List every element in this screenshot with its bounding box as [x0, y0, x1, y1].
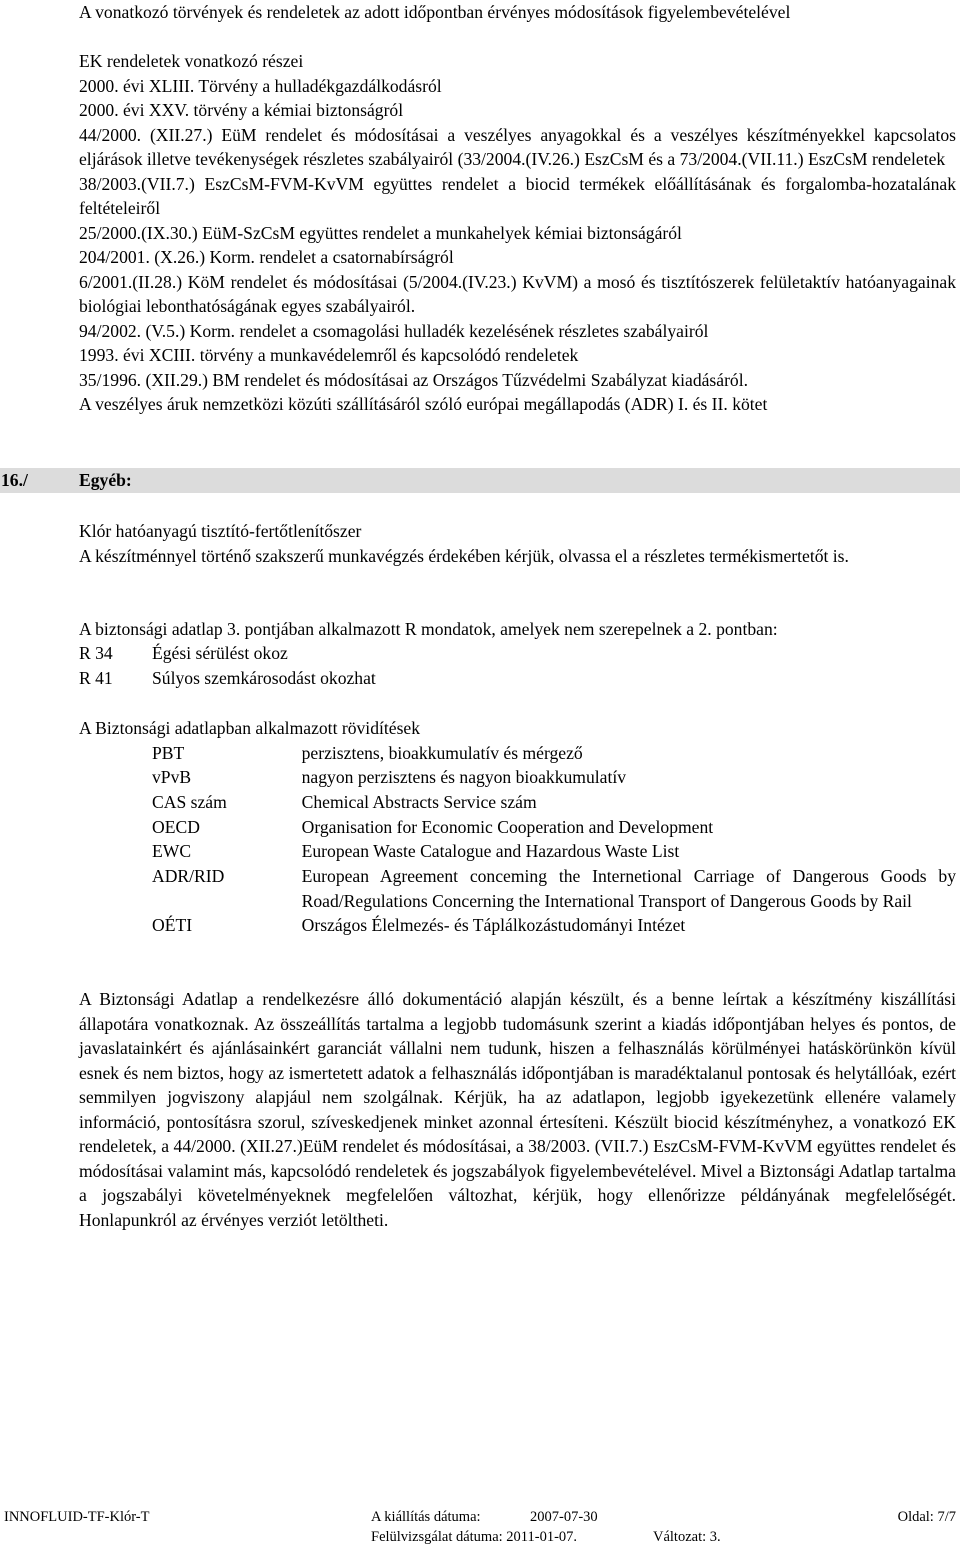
- abbreviations-title: A Biztonsági adatlapban alkalmazott rövidítések: [79, 718, 421, 738]
- regulation-paragraph: 44/2000. (XII.27.) EüM rendelet és módosításai a veszélyes anyagokkal és a veszélyes készítményekkel kapcsolatos eljárások illetve tevékenységek részletes szabályairól (33/2004.(IV.26.) EszCsM és a 73/2004.(VII.11.) EszCsM rendeletek: [79, 124, 956, 169]
- abbreviation-key: ADR/RID: [152, 866, 225, 887]
- abbreviation-value: Országos Élelmezés- és Táplálkozástudományi Intézet: [301, 915, 686, 936]
- abbreviation-key: EWC: [152, 841, 192, 862]
- footer-review-date: Felülvizsgálat dátuma: 2011-01-07.: [371, 1529, 578, 1545]
- section-header-bar: [0, 468, 960, 493]
- r-intro-text: A biztonsági adatlap 3. pontjában alkalmazott R mondatok, amelyek nem szerepelnek a 2. pontban:: [79, 619, 778, 639]
- abbreviation-row: [79, 741, 956, 766]
- footer-issue-date: 2007-07-30: [530, 1509, 598, 1525]
- abbreviation-value: European Waste Catalogue and Hazardous Waste List: [301, 841, 680, 862]
- regulation-paragraph: 204/2001. (X.26.) Korm. rendelet a csatornabírságról: [79, 247, 454, 267]
- regulation-paragraph: 6/2001.(II.28.) KöM rendelet és módosításai (5/2004.(IV.23.) KvVM) a mosó és tisztítószerek felületaktív hatóanyagainak biológiai lebonthatóságának egyes szabályairól.: [79, 271, 956, 316]
- abbreviation-row: [79, 790, 956, 815]
- abbreviation-value: Chemical Abstracts Service szám: [301, 791, 537, 812]
- product-line: Klór hatóanyagú tisztító-fertőtlenítőszer: [79, 521, 362, 541]
- regulations-heading: A vonatkozó törvények és rendeletek az adott időpontban érvényes módosítások figyelembevételével: [79, 2, 791, 22]
- abbreviation-row: [79, 815, 956, 840]
- regulation-paragraph: 25/2000.(IX.30.) EüM-SzCsM együttes rendelet a munkahelyek kémiai biztonságáról: [79, 222, 682, 243]
- footer-doc-id: INNOFLUID-TF-Klór-T: [4, 1509, 150, 1525]
- r-phrase-list: [79, 641, 376, 690]
- regulation-line: 2000. évi XXV. törvény a kémiai biztonságról: [79, 100, 404, 120]
- r-phrase-row: [79, 666, 376, 691]
- abbreviation-key: CAS szám: [152, 791, 227, 812]
- r-phrase-text: Súlyos szemkárosodást okozhat: [152, 667, 376, 688]
- abbreviation-key: PBT: [152, 742, 185, 763]
- regulation-paragraph: 94/2002. (V.5.) Korm. rendelet a csomagolási hulladék kezelésének részletes szabályairól: [79, 320, 709, 341]
- advice-text: A készítménnyel történő szakszerű munkavégzés érdekében kérjük, olvassa el a részletes termékismertetőt is.: [79, 545, 849, 566]
- abbreviation-key: vPvB: [152, 767, 192, 788]
- abbreviation-value: European Agreement conceming the Internetional Carriage of Dangerous Goods by Road/Regulations Concerning the International Transport of Dangerous Goods by Rail: [301, 866, 956, 911]
- abbreviation-row: [79, 765, 956, 790]
- footer-issue-label: A kiállítás dátuma:: [371, 1509, 481, 1525]
- product-block: [79, 519, 956, 568]
- abbreviation-value: nagyon perzisztens és nagyon bioakkumulatív: [301, 767, 627, 788]
- abbreviation-row: [79, 864, 956, 913]
- r-phrase-row: [79, 641, 376, 666]
- r-phrase-text: Égési sérülést okoz: [152, 643, 288, 663]
- abbreviation-value: perzisztens, bioakkumulatív és mérgező: [301, 742, 583, 763]
- regulation-line: EK rendeletek vonatkozó részei: [79, 51, 304, 71]
- blank-line: [79, 25, 956, 50]
- regulation-paragraph: 38/2003.(VII.7.) EszCsM-FVM-KvVM együttes rendelet a biocid termékek előállításának és forgalomba-hozatalának feltételeiről: [79, 173, 956, 218]
- r-intro: [79, 617, 956, 642]
- abbreviation-key: OECD: [152, 816, 200, 837]
- regulation-line: 2000. évi XLIII. Törvény a hulladékgazdálkodásról: [79, 75, 442, 96]
- section-title: Egyéb:: [79, 470, 132, 490]
- regulation-paragraph: A veszélyes áruk nemzetközi közúti szállításáról szóló európai megállapodás (ADR) I. és II. kötet: [79, 394, 768, 414]
- abbreviation-row: [79, 913, 956, 938]
- disclaimer-text: A Biztonsági Adatlap a rendelkezésre álló dokumentáció alapján készült, és a benne leírtak a készítmény kiszállítási állapotára vonatkoznak. Az összeállítás tartalma a legjobb tudomásunk szerint a kiadás időpontjában helyes és pontos, de javaslatainkért és ajánlásainkért garanciát vállalni nem tudunk, hiszen a felhasználás körülményei hatáskörünkön kívül esnek és nem biztos, hogy az ismertetett adatok a felhasználás időpontjában is maradéktalanul pontosak és helytállóak, ezért semmilyen jogviszony alapjául nem szolgálnak. Kérjük, ha az adatlapon, legjobb igyekezetünk ellenére valamely információ, pontosításra szorul, szíveskedjenek minket azonnal értesíteni. Készült biocid készítményhez, a vonatkozó EK rendeletek, a 44/2000. (XII.27.)EüM rendelet és módosításai, a 38/2003. (VII.7.) EszCsM-FVM-KvVM együttes rendelet és módosításai valamint más, kapcsolódó rendeletek és jogszabályok figyelembevételével. Mivel a Biztonsági Adatlap tartalma a jogszabályi követelményeknek megfelelően változhat, kérjük, hogy ellenőrizze példányának megfelelőségét. Honlapunkról az érvényes verziót letöltheti.: [79, 989, 956, 1230]
- abbreviation-value: Organisation for Economic Cooperation and Development: [301, 816, 714, 837]
- abbreviation-key: OÉTI: [152, 915, 193, 936]
- disclaimer-block: [79, 987, 956, 1232]
- abbreviation-row: [79, 839, 956, 864]
- footer-page-number: Oldal: 7/7: [897, 1509, 956, 1525]
- regulation-paragraph: 35/1996. (XII.29.) BM rendelet és módosításai az Országos Tűzvédelmi Szabályzat kiadásáról.: [79, 369, 749, 390]
- regulation-paragraph: 1993. évi XCIII. törvény a munkavédelemről és kapcsolódó rendeletek: [79, 345, 579, 365]
- r-phrase-code: R 34: [79, 643, 113, 663]
- footer-version: Változat: 3.: [653, 1529, 721, 1545]
- regulations-block: [79, 0, 956, 417]
- r-phrase-code: R 41: [79, 667, 113, 688]
- abbreviations-block: [79, 716, 956, 938]
- section-number: 16./: [1, 470, 28, 490]
